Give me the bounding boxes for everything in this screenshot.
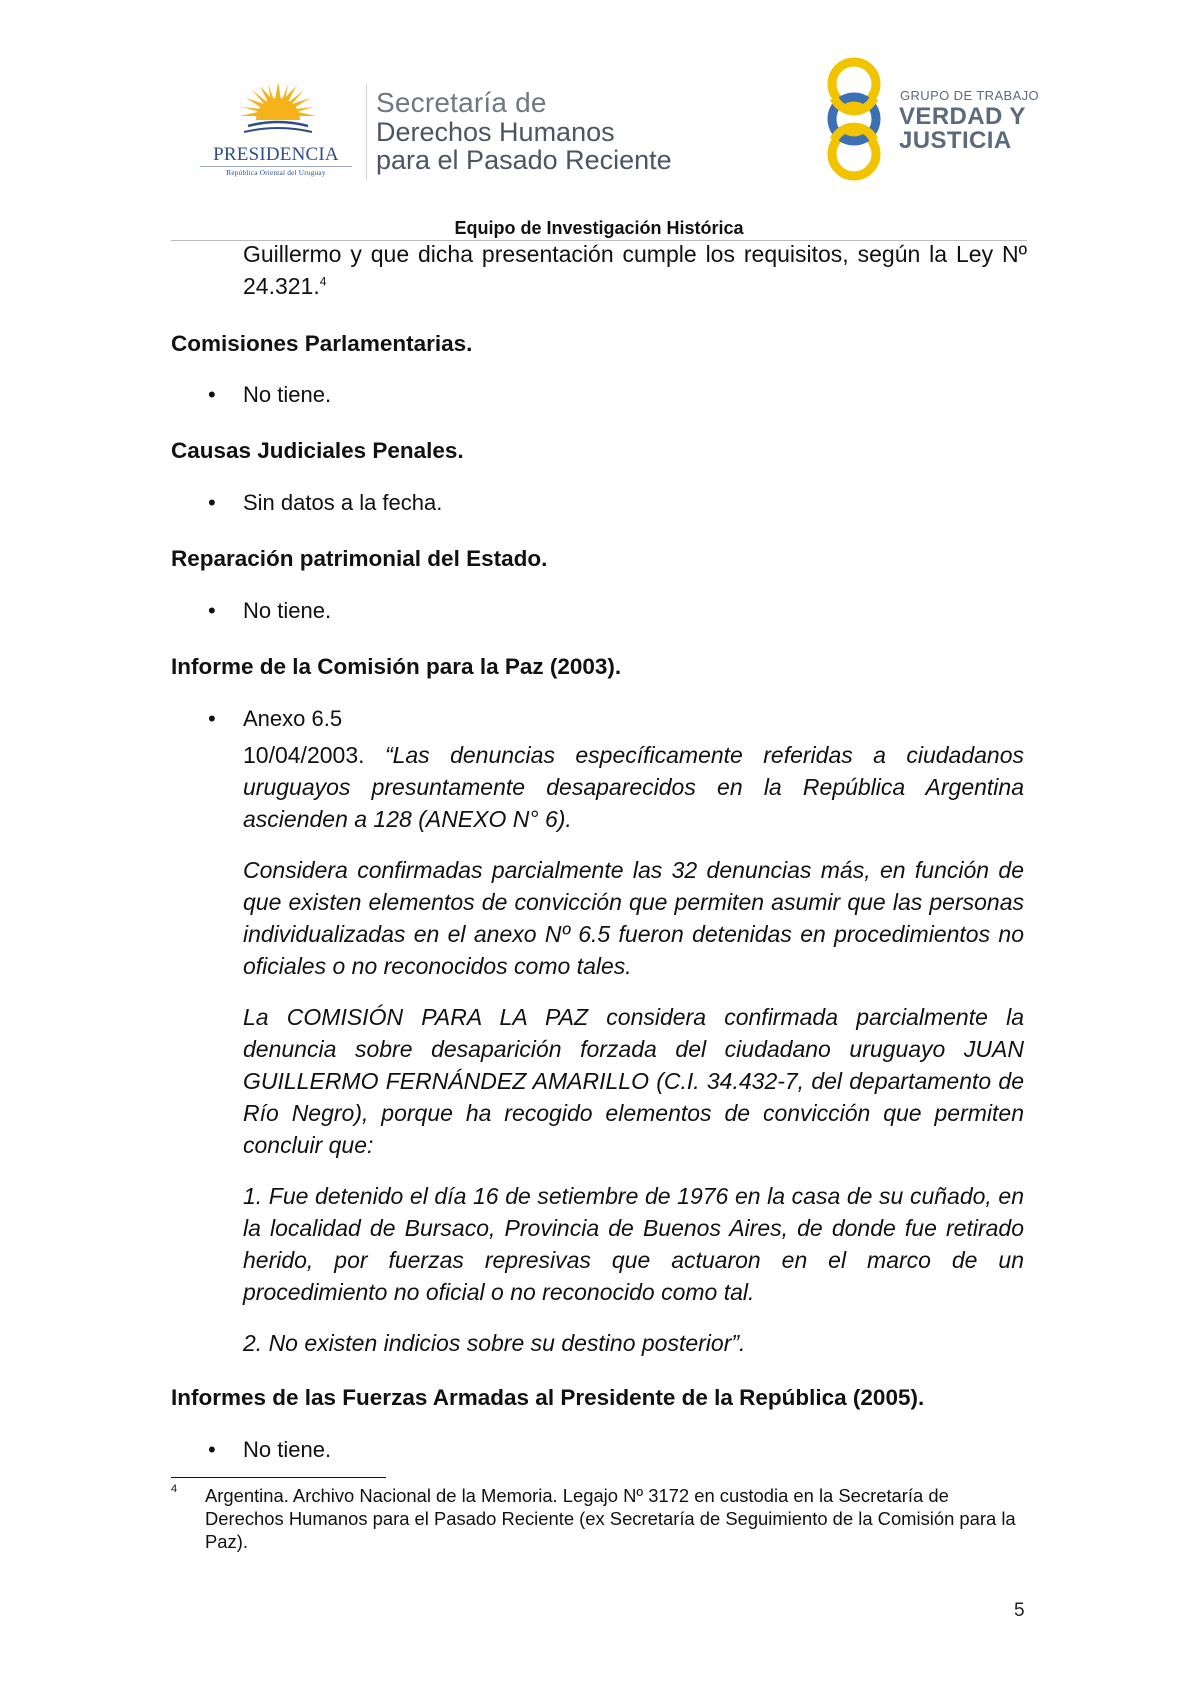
bullet-fuerzas-armadas: No tiene. (243, 1437, 332, 1462)
bullet-marker: • (208, 598, 216, 623)
anexo-quote-5: 2. No existen indicios sobre su destino posterior”. (243, 1330, 746, 1356)
bullet-reparacion: No tiene. (243, 598, 332, 623)
bullet-marker: • (208, 1437, 216, 1462)
anexo-quote-3: La COMISIÓN PARA LA PAZ considera confirmada parcialmente la denuncia sobre desaparición forzada del ciudadano uruguayo JUAN GUILLERMO FERNÁNDEZ AMARILLO (C.I. 34.432-7, del departamento de Río Negro), porque ha recogido elementos de convicción que permiten concluir que: (243, 1004, 1024, 1158)
interlocked-rings-icon (820, 56, 894, 182)
section-heading-comision-paz: Informe de la Comisión para la Paz (2003). (171, 654, 622, 679)
footnote-rule (171, 1477, 386, 1478)
bullet-marker: • (208, 382, 216, 407)
anexo-quote-1 (243, 739, 1024, 835)
section-heading-fuerzas-armadas: Informes de las Fuerzas Armadas al Presidente de la República (2005). (171, 1385, 925, 1410)
bullet-causas: Sin datos a la fecha. (243, 490, 443, 515)
bullet-marker: • (208, 490, 216, 515)
section-heading-reparacion: Reparación patrimonial del Estado. (171, 546, 548, 571)
section-heading-comisiones: Comisiones Parlamentarias. (171, 331, 473, 356)
secretaria-line-1: Secretaría de (376, 87, 547, 118)
verdad-justicia-logo (820, 56, 1040, 182)
secretaria-line-3: para el Pasado Reciente (376, 145, 672, 175)
presidencia-logo (196, 80, 356, 180)
footnote-reference[interactable]: 4 (319, 274, 327, 289)
justicia-label: JUSTICIA (899, 127, 1012, 154)
section-heading-causas: Causas Judiciales Penales. (171, 438, 464, 463)
verdad-label: VERDAD Y (899, 103, 1026, 130)
bullet-comisiones: No tiene. (243, 382, 332, 407)
bullet-anexo: Anexo 6.5 (243, 706, 343, 731)
team-title: Equipo de Investigación Histórica (454, 218, 744, 238)
intro-text: Guillermo y que dicha presentación cumple los requisitos, según la Ley Nº 24.321. (243, 241, 1027, 299)
footnote-text: Argentina. Archivo Nacional de la Memoria. Legajo Nº 3172 en custodia en la Secretaría de Derechos Humanos para el Pasado Reciente (ex Secretaría de Seguimiento de la Comisión para la Paz). (205, 1485, 1016, 1552)
secretaria-wordmark (376, 88, 706, 174)
page-number: 5 (1014, 1600, 1025, 1621)
header-divider (366, 84, 367, 180)
anexo-date: 10/04/2003. (243, 742, 365, 768)
anexo-quote-1-text: “Las denuncias específicamente referidas a ciudadanos uruguayos presuntamente desaparecidos en la República Argentina ascienden a 128 (ANEXO N° 6). (243, 742, 1024, 832)
grupo-de-trabajo-label: GRUPO DE TRABAJO (900, 88, 1040, 103)
bullet-marker: • (208, 706, 216, 731)
anexo-quote-2: Considera confirmadas parcialmente las 32 denuncias más, en función de que existen elementos de convicción que permiten asumir que las personas individualizadas en el anexo Nº 6.5 fueron detenidas en procedimientos no oficiales o no reconocidos como tales. (243, 857, 1024, 979)
presidencia-subtitle: República Oriental del Uruguay (226, 168, 326, 177)
anexo-quote-4: 1. Fue detenido el día 16 de setiembre de 1976 en la casa de su cuñado, en la localidad de Bursaco, Provincia de Buenos Aires, de donde fue retirado herido, por fuerzas represivas que actuaron en el marco de un procedimiento no oficial o no reconocido como tal. (243, 1183, 1024, 1305)
secretaria-line-2: Derechos Humanos (376, 117, 615, 147)
sun-of-may-icon (238, 80, 318, 146)
footnote-mark: 4 (171, 1483, 178, 1495)
intro-paragraph (243, 238, 1027, 302)
presidencia-rule (200, 166, 352, 167)
presidencia-wordmark: PRESIDENCIA (213, 144, 339, 165)
